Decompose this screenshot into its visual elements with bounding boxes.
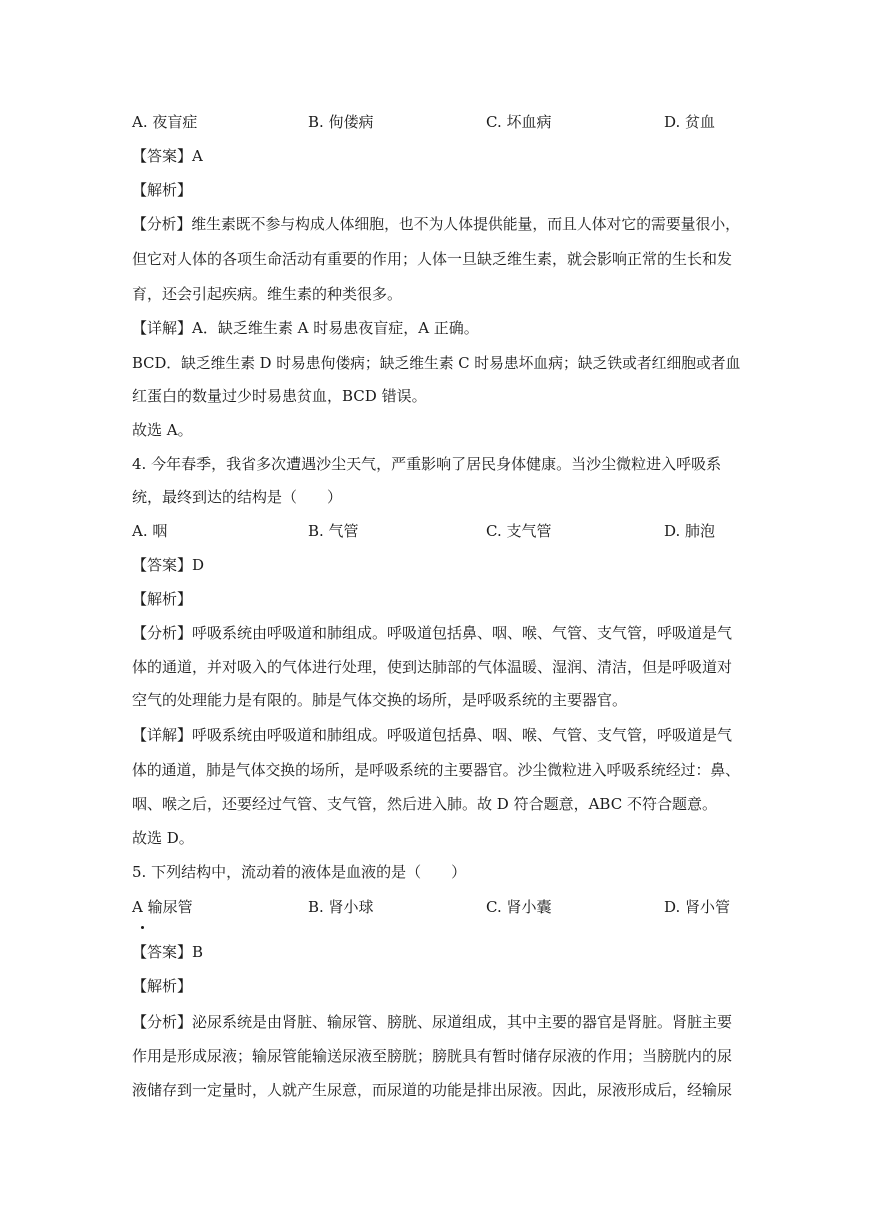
q4-fenxi-line: 【分析】呼吸系统由呼吸道和肺组成。呼吸道包括鼻、咽、喉、气管、支气管，呼吸道是气 (132, 624, 733, 642)
q5-option-a: A 输尿管 (132, 898, 193, 916)
q3-fenxi-line: 但它对人体的各项生命活动有重要的作用；人体一旦缺乏维生素，就会影响正常的生长和发 (132, 250, 733, 268)
q3-xiangjie-line: 【详解】A．缺乏维生素 A 时易患夜盲症，A 正确。 (132, 319, 479, 337)
q5-answer: 【答案】B (132, 943, 204, 961)
q4-options (132, 521, 752, 541)
q4-option-d: D. 肺泡 (664, 522, 716, 540)
q4-xiangjie-line: 体的通道，肺是气体交换的场所，是呼吸系统的主要器官。沙尘微粒进入呼吸系统经过：鼻、 (132, 761, 741, 779)
q4-option-a: A. 咽 (132, 522, 168, 540)
q5-option-d: D. 肾小管 (664, 898, 731, 916)
q4-conclusion: 故选 D。 (132, 829, 194, 847)
q3-options (132, 112, 752, 132)
q4-fenxi-line: 体的通道，并对吸入的气体进行处理，使到达肺部的气体温暖、湿润、清洁，但是呼吸道对 (132, 658, 733, 676)
q3-fenxi-line: 育，还会引起疾病。维生素的种类很多。 (132, 285, 403, 303)
q5-fenxi-line: 作用是形成尿液；输尿管能输送尿液至膀胱；膀胱具有暂时储存尿液的作用；当膀胱内的尿 (132, 1047, 733, 1065)
q4-stem-line: 统，最终到达的结构是（ ） (132, 488, 343, 506)
q5-options (132, 897, 752, 917)
q4-xiangjie-line: 咽、喉之后，还要经过气管、支气管，然后进入肺。故 D 符合题意，ABC 不符合题意。 (132, 795, 717, 813)
q5-option-c: C. 肾小囊 (486, 898, 552, 916)
q5-fenxi-line: 液储存到一定量时，人就产生尿意，而尿道的功能是排出尿液。因此，尿液形成后，经输尿 (132, 1081, 733, 1099)
q3-option-d: D. 贫血 (664, 113, 716, 131)
stray-dot-mark (141, 926, 144, 929)
q4-analysis-heading: 【解析】 (132, 590, 193, 608)
q4-answer: 【答案】D (132, 556, 205, 574)
q5-stem: 5. 下列结构中，流动着的液体是血液的是（ ） (132, 863, 467, 881)
q3-option-b: B. 佝偻病 (308, 113, 374, 131)
q4-option-b: B. 气管 (308, 522, 359, 540)
q3-conclusion: 故选 A。 (132, 421, 193, 439)
q3-answer: 【答案】A (132, 147, 203, 165)
q4-option-c: C. 支气管 (486, 522, 552, 540)
q3-option-c: C. 坏血病 (486, 113, 552, 131)
q5-fenxi-line: 【分析】泌尿系统是由肾脏、输尿管、膀胱、尿道组成，其中主要的器官是肾脏。肾脏主要 (132, 1013, 733, 1031)
q4-xiangjie-line: 【详解】呼吸系统由呼吸道和肺组成。呼吸道包括鼻、咽、喉、气管、支气管，呼吸道是气 (132, 726, 733, 744)
q3-analysis-heading: 【解析】 (132, 181, 193, 199)
q3-fenxi-line: 【分析】维生素既不参与构成人体细胞，也不为人体提供能量，而且人体对它的需要量很小， (132, 215, 741, 233)
q5-option-b: B. 肾小球 (308, 898, 374, 916)
q3-option-a: A. 夜盲症 (132, 113, 198, 131)
q4-fenxi-line: 空气的处理能力是有限的。肺是气体交换的场所，是呼吸系统的主要器官。 (132, 691, 628, 709)
q3-xiangjie-line: BCD．缺乏维生素 D 时易患佝偻病；缺乏维生素 C 时易患坏血病；缺乏铁或者红细胞或者血 (132, 354, 741, 372)
q4-stem-line: 4. 今年春季，我省多次遭遇沙尘天气，严重影响了居民身体健康。当沙尘微粒进入呼吸系 (132, 455, 722, 473)
q3-xiangjie-line: 红蛋白的数量过少时易患贫血，BCD 错误。 (132, 387, 427, 405)
q5-analysis-heading: 【解析】 (132, 977, 193, 995)
